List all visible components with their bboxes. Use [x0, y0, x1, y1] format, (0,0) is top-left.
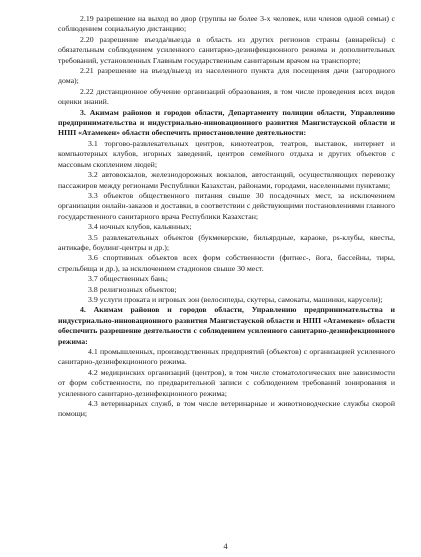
- paragraph-3-3: 3.3 объектов общественного питания свыше 30 посадочных мест, за исключением организации онлайн-заказов и доставки, в соответствии с действующими постановлениями главного государственного санитарного врача Республики Казахстан;: [58, 190, 395, 221]
- section-4-heading: 4. Акимам районов и городов области, Управлению предпринимательства и индустриально-инновационного развития Мангистауской области и НПП «Атамекен» области обеспечить разрешение деятельности с соблюдением усиленного санитарно-дезинфекционного режима:: [58, 305, 395, 346]
- paragraph-4-3: 4.3 ветеринарных служб, в том числе ветеринарные и животноводческие службы скорой помощи;: [58, 399, 395, 419]
- paragraph-3-1: 3.1 торгово-развлекательных центров, кинотеатров, театров, выставок, интернет и компьютерных клубов, игорных заведений, центров семейного отдыха и других объектов с массовым скоплением людей;: [58, 138, 395, 169]
- page-number: 4: [223, 542, 228, 551]
- paragraph-3-8: 3.8 религиозных объектов;: [88, 284, 177, 294]
- paragraph-3-6: 3.6 спортивных объектов всех форм собственности (фитнес-, йога, бассейны, тиры, стрельбища и др.), за исключением стадионов свыше 30 мест.: [58, 253, 395, 273]
- paragraph-3-9: 3.9 услуги проката и игровых зон (велосипеды, скутеры, самокаты, машинки, карусели);: [88, 294, 383, 304]
- paragraph-2-19: 2.19 разрешение на выход во двор (группы не более 3-х человек, или членов одной семьи) с соблюдением социальную дистанцию;: [58, 14, 395, 34]
- paragraph-2-20: 2.20 разрешение въезда/выезда в область из других регионов страны (авиарейсы) с обязательным соблюдением усиленного санитарно-дезинфекционного режима и дополнительных требований, установленных Главным государственным санитарным врачом на транспорте;: [58, 34, 395, 65]
- paragraph-3-5: 3.5 развлекательных объектов (букмекерские, бильярдные, караоке, ps-клубы, квесты, антикафе, боулинг-центры и др.);: [58, 232, 395, 252]
- paragraph-3-4: 3.4 ночных клубов, кальянных;: [88, 222, 192, 232]
- paragraph-2-21: 2.21 разрешение на въезд/выезд из населенного пункта для посещения дачи (загородного дома);: [58, 66, 395, 86]
- paragraph-3-2: 3.2 автовокзалов, железнодорожных вокзалов, автостанций, осуществляющих перевозку пассажиров между регионами Республики Казахстан, районами, городами, населенными пунктами;: [58, 170, 395, 190]
- section-3-heading: 3. Акимам районов и городов области, Департаменту полиции области, Управлению предпринимательства и индустриально-инновационного развития Мангистауской области и НПП «Атамекен» области обеспечить приостановление деятельности:: [58, 107, 395, 138]
- paragraph-2-22: 2.22 дистанционное обучение организаций образования, в том числе проведения всех видов оценки знаний.: [58, 86, 395, 107]
- paragraph-3-7: 3.7 общественных бань;: [88, 274, 168, 284]
- paragraph-4-1: 4.1 промышленных, производственных предприятий (объектов) с организацией усиленного санитарно-дезинфекционного режима.: [58, 347, 395, 367]
- paragraph-4-2: 4.2 медицинских организаций (центров), в том числе стоматологических вне зависимости от форм собственности, по предварительной записи с соблюдением требований зонирования и усиленного санитарно-дезинфекционного режима;: [58, 367, 395, 398]
- document-body: [58, 14, 395, 420]
